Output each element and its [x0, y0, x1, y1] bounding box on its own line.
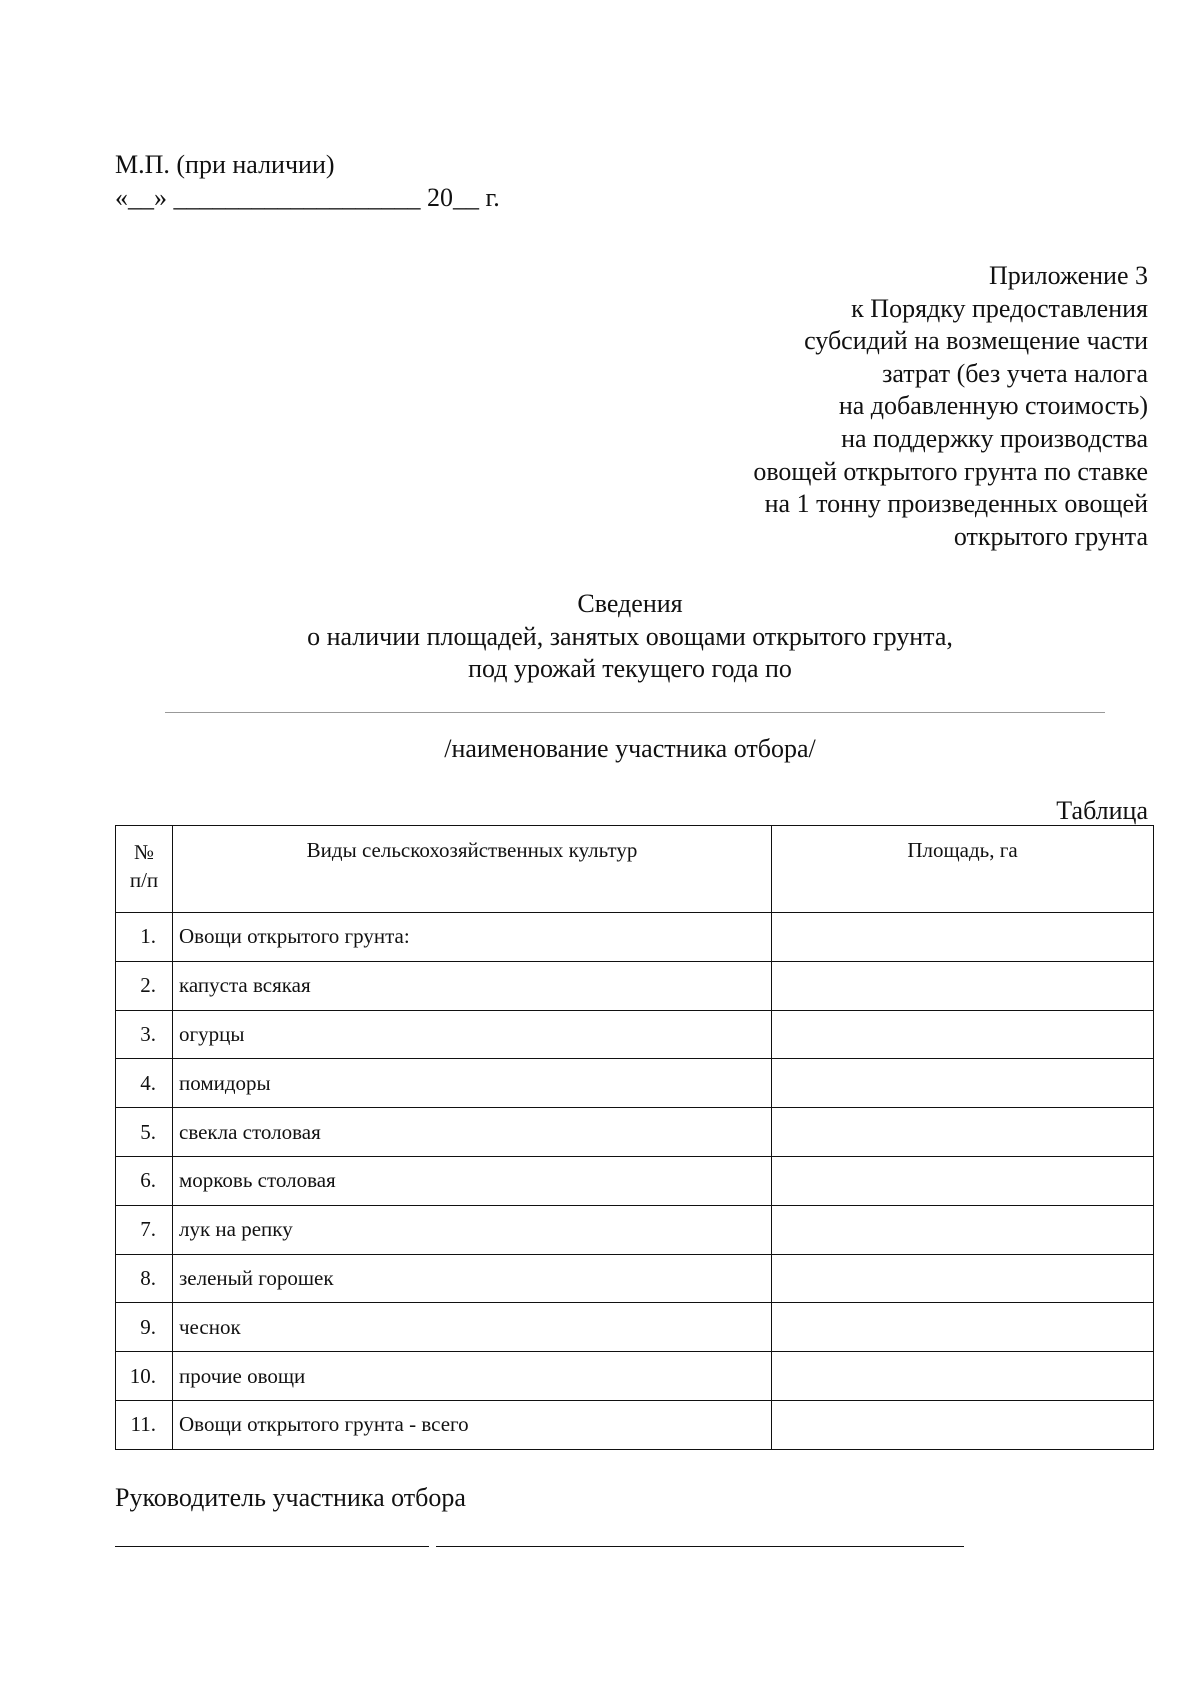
crop-name: Овощи открытого грунта:: [173, 913, 772, 962]
table-row: [116, 1010, 1154, 1059]
header-num-symbol: №: [133, 840, 155, 864]
document-title: [0, 588, 1200, 686]
row-number: 9.: [116, 1303, 173, 1352]
row-number: 7.: [116, 1205, 173, 1254]
crop-name: чеснок: [173, 1303, 772, 1352]
area-cell[interactable]: [772, 1010, 1154, 1059]
crop-name: помидоры: [173, 1059, 772, 1108]
appendix-line: на поддержку производства: [841, 423, 1148, 453]
table-row: [116, 1254, 1154, 1303]
area-cell[interactable]: [772, 1303, 1154, 1352]
area-cell[interactable]: [772, 1156, 1154, 1205]
table-header-row: [116, 826, 1154, 913]
area-cell[interactable]: [772, 1254, 1154, 1303]
table-row: [116, 1400, 1154, 1449]
signature-label: Руководитель участника отбора: [115, 1483, 466, 1512]
row-number: 1.: [116, 913, 173, 962]
title-line: под урожай текущего года по: [468, 654, 792, 684]
crop-name: Овощи открытого грунта - всего: [173, 1400, 772, 1449]
crop-name: свекла столовая: [173, 1108, 772, 1157]
column-header-area: Площадь, га: [772, 826, 1154, 913]
header-block: [115, 148, 500, 214]
area-cell[interactable]: [772, 1400, 1154, 1449]
signature-line[interactable]: [115, 1546, 429, 1547]
crop-name: лук на репку: [173, 1205, 772, 1254]
title-line: Сведения: [577, 589, 683, 618]
row-number: 3.: [116, 1010, 173, 1059]
appendix-line: затрат (без учета налога: [882, 358, 1148, 388]
appendix-line: к Порядку предоставления: [851, 293, 1148, 323]
table-row: [116, 1303, 1154, 1352]
appendix-line: субсидий на возмещение части: [804, 326, 1148, 356]
row-number: 6.: [116, 1156, 173, 1205]
header-num-abbr: п/п: [129, 868, 159, 892]
crop-name: морковь столовая: [173, 1156, 772, 1205]
appendix-line: Приложение 3: [988, 261, 1148, 290]
table-row: [116, 913, 1154, 962]
area-cell[interactable]: [772, 1108, 1154, 1157]
area-cell[interactable]: [772, 961, 1154, 1010]
crop-name: прочие овощи: [173, 1352, 772, 1401]
appendix-line: на добавленную стоимость): [838, 391, 1148, 421]
participant-name-field[interactable]: [165, 712, 1105, 713]
appendix-block: [753, 260, 1148, 553]
table-row: [116, 961, 1154, 1010]
table-row: [116, 1059, 1154, 1108]
row-number: 10.: [116, 1352, 173, 1401]
table-row: [116, 1108, 1154, 1157]
crops-area-table: [115, 825, 1154, 1450]
appendix-line: открытого грунта: [953, 521, 1148, 551]
row-number: 5.: [116, 1108, 173, 1157]
appendix-line: на 1 тонну произведенных овощей: [764, 489, 1148, 519]
area-cell[interactable]: [772, 913, 1154, 962]
title-line: о наличии площадей, занятых овощами открытого грунта,: [307, 621, 953, 651]
row-number: 11.: [116, 1400, 173, 1449]
stamp-note: М.П. (при наличии): [115, 150, 335, 179]
area-cell[interactable]: [772, 1352, 1154, 1401]
column-header-number: [116, 826, 173, 913]
date-line: «__» ___________________ 20__ г.: [115, 183, 500, 212]
area-cell[interactable]: [772, 1059, 1154, 1108]
crop-name: огурцы: [173, 1010, 772, 1059]
table-caption: Таблица: [1056, 796, 1148, 825]
table-row: [116, 1205, 1154, 1254]
crop-name: зеленый горошек: [173, 1254, 772, 1303]
row-number: 4.: [116, 1059, 173, 1108]
area-cell[interactable]: [772, 1205, 1154, 1254]
full-name-line[interactable]: [436, 1546, 964, 1547]
table-row: [116, 1352, 1154, 1401]
table-row: [116, 1156, 1154, 1205]
row-number: 8.: [116, 1254, 173, 1303]
appendix-line: овощей открытого грунта по ставке: [753, 456, 1148, 486]
row-number: 2.: [116, 961, 173, 1010]
crop-name: капуста всякая: [173, 961, 772, 1010]
participant-name-caption: /наименование участника отбора/: [444, 734, 816, 763]
column-header-crop: Виды сельскохозяйственных культур: [173, 826, 772, 913]
